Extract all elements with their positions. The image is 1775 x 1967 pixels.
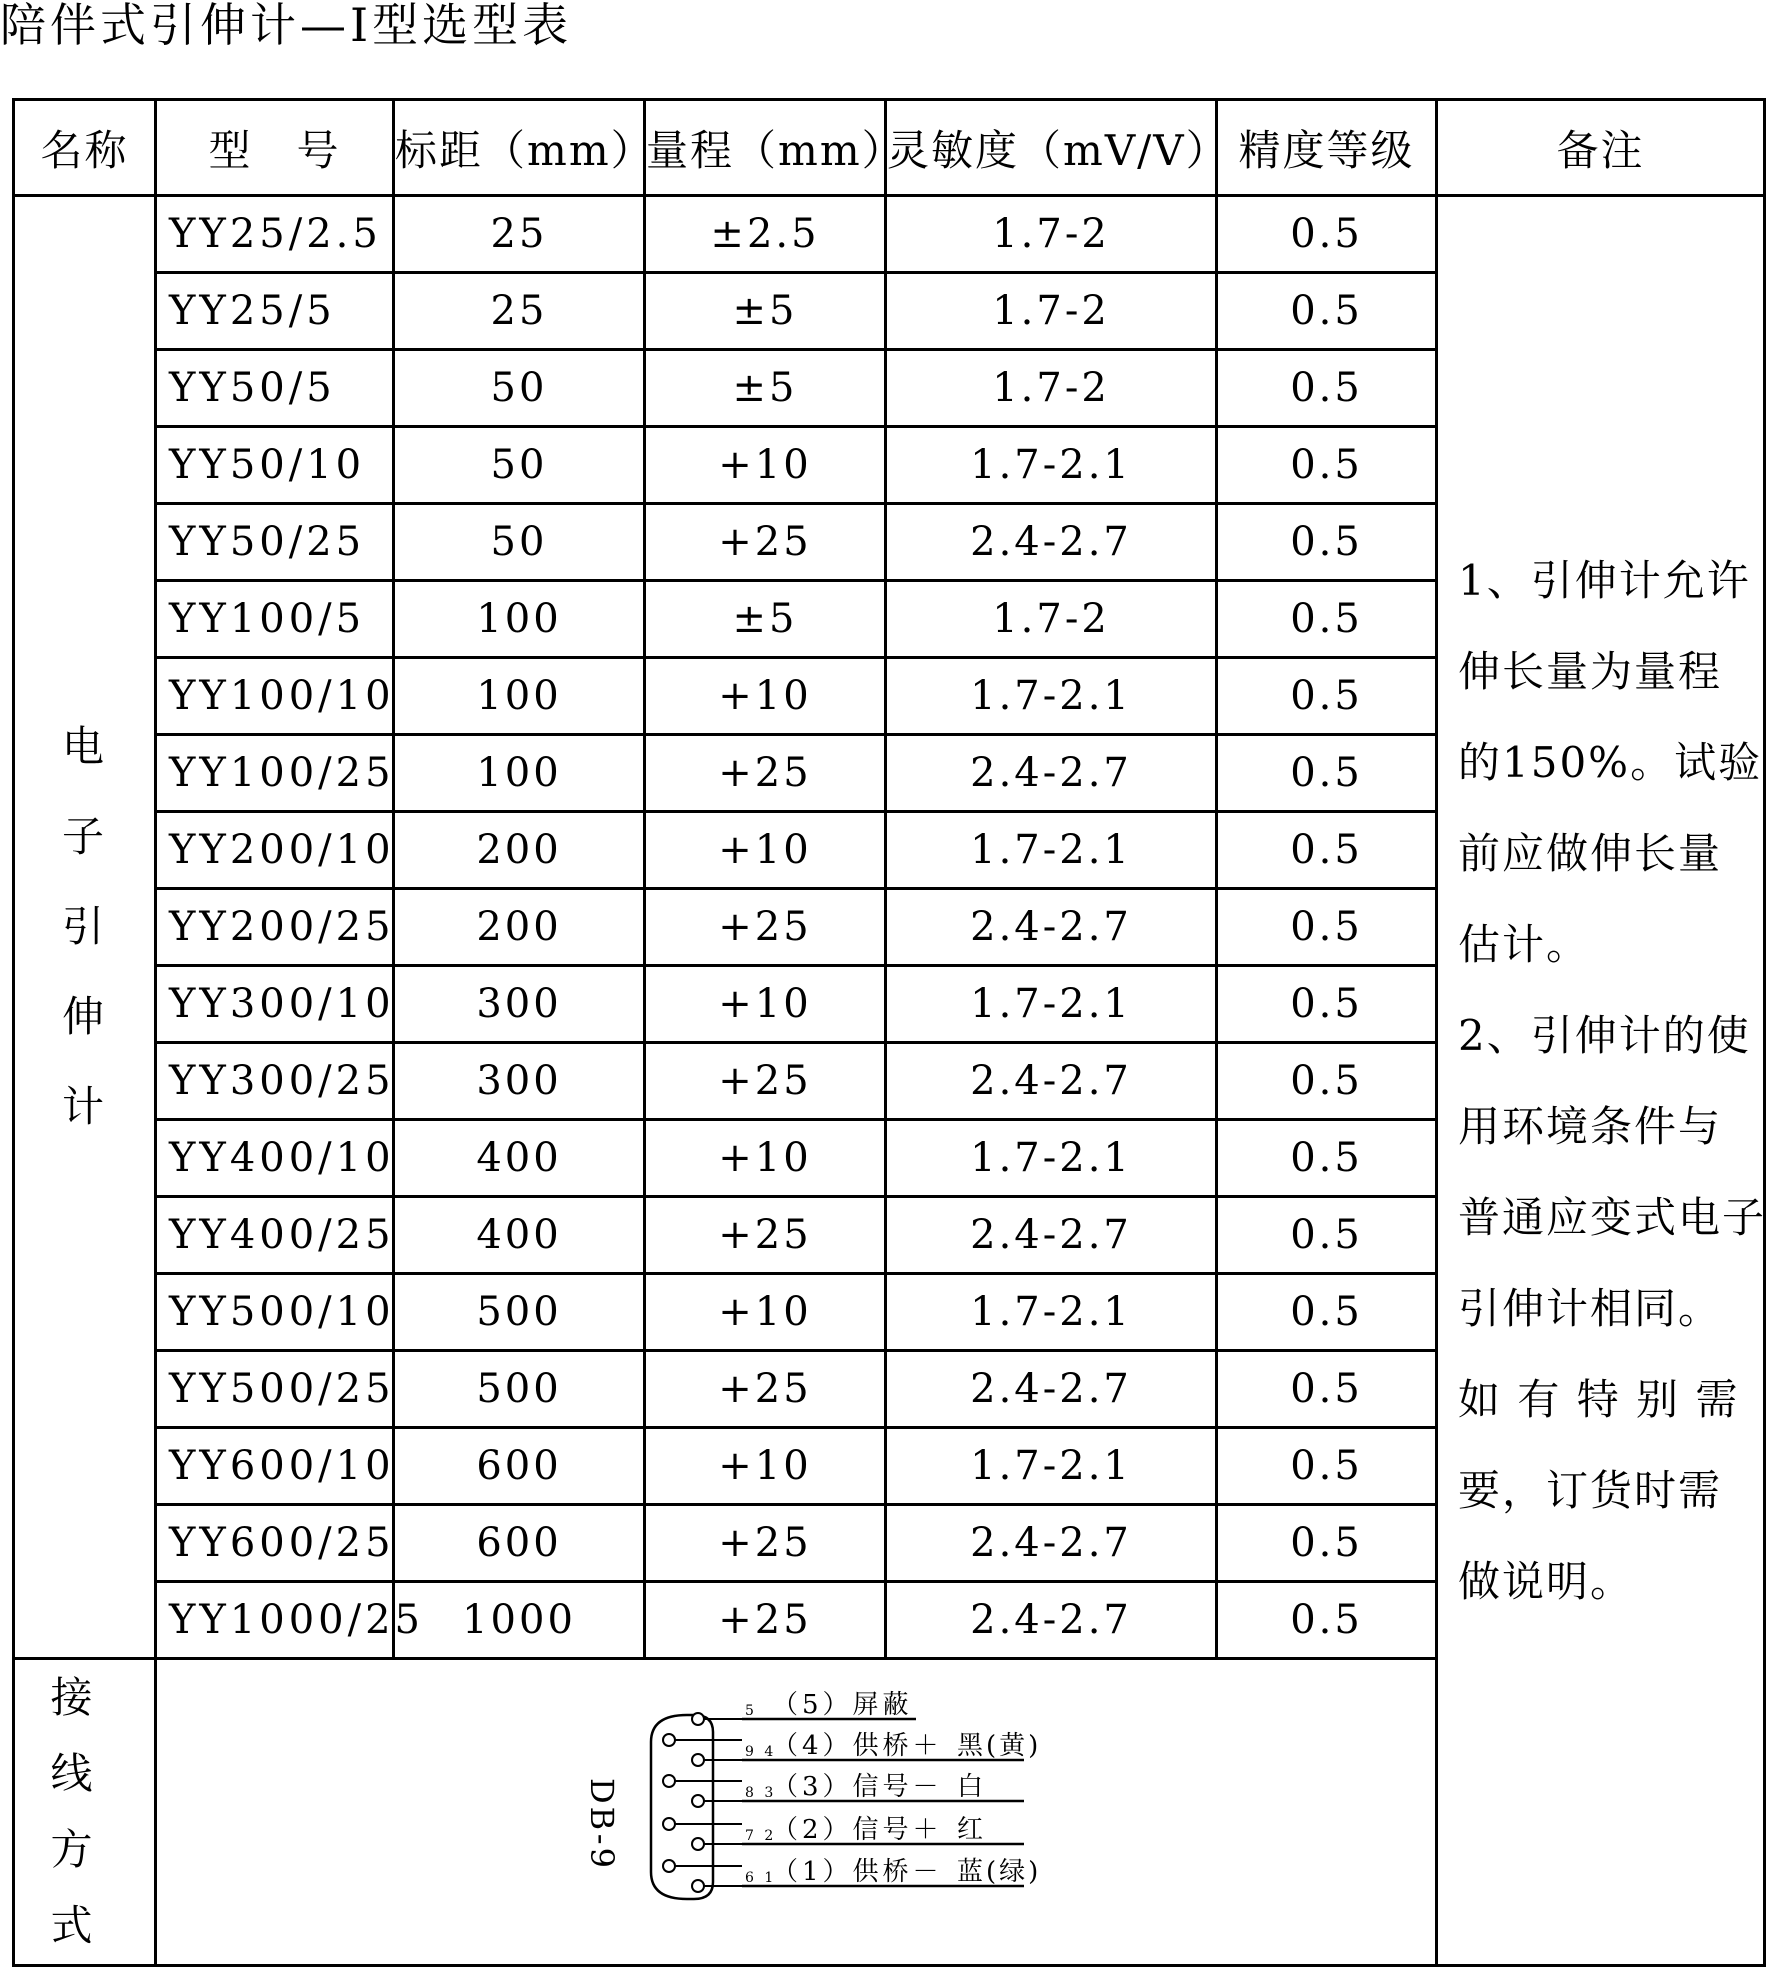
cell-gauge: 300 xyxy=(394,1043,645,1120)
remarks-line: 普通应变式电子 xyxy=(1458,1192,1767,1242)
remarks-line: 2、引伸计的使 xyxy=(1458,1010,1751,1060)
cell-model: YY600/25 xyxy=(156,1505,394,1582)
remarks-line: 要，订货时需 xyxy=(1458,1465,1723,1515)
cell-range: ±2.5 xyxy=(645,196,886,273)
cell-model: YY300/25 xyxy=(156,1043,394,1120)
header-gauge: 标距（mm） xyxy=(394,100,645,196)
cell-model: YY1000/25 xyxy=(156,1582,394,1659)
cell-gauge: 25 xyxy=(394,196,645,273)
remarks-line: 1、引伸计允许 xyxy=(1458,555,1751,605)
pin-number: 9 4 xyxy=(745,1744,777,1760)
header-range: 量程（mm） xyxy=(645,100,886,196)
cell-sensitivity: 2.4-2.7 xyxy=(886,1197,1217,1274)
cell-range: +25 xyxy=(645,504,886,581)
cell-range: +25 xyxy=(645,889,886,966)
cell-gauge: 1000 xyxy=(394,1582,645,1659)
cell-sensitivity: 2.4-2.7 xyxy=(886,1043,1217,1120)
cell-range: ±5 xyxy=(645,350,886,427)
wire-color-label: 红 xyxy=(957,1815,987,1845)
product-name xyxy=(55,702,115,1152)
cell-sensitivity: 1.7-2 xyxy=(886,581,1217,658)
cell-model: YY200/10 xyxy=(156,812,394,889)
cell-sensitivity: 1.7-2.1 xyxy=(886,812,1217,889)
cell-model: YY50/25 xyxy=(156,504,394,581)
cell-model: YY25/5 xyxy=(156,273,394,350)
cell-sensitivity: 1.7-2.1 xyxy=(886,658,1217,735)
cell-sensitivity: 1.7-2.1 xyxy=(886,1428,1217,1505)
cell-range: +10 xyxy=(645,658,886,735)
cell-accuracy: 0.5 xyxy=(1217,889,1437,966)
cell-sensitivity: 2.4-2.7 xyxy=(886,735,1217,812)
cell-model: YY50/10 xyxy=(156,427,394,504)
cell-range: +25 xyxy=(645,1043,886,1120)
pin-circle xyxy=(692,1713,704,1725)
cell-accuracy: 0.5 xyxy=(1217,1120,1437,1197)
table-row xyxy=(14,196,1765,273)
cell-sensitivity: 1.7-2 xyxy=(886,350,1217,427)
cell-accuracy: 0.5 xyxy=(1217,273,1437,350)
cell-sensitivity: 2.4-2.7 xyxy=(886,504,1217,581)
cell-model: YY100/25 xyxy=(156,735,394,812)
pin-number: 5 xyxy=(745,1703,757,1719)
cell-model: YY50/5 xyxy=(156,350,394,427)
remarks-line: 引伸计相同。 xyxy=(1458,1283,1723,1333)
header-sensitivity: 灵敏度（mV/V） xyxy=(886,100,1217,196)
pin-signal-label: （5）屏蔽 xyxy=(772,1690,913,1720)
product-name-cell xyxy=(14,196,156,1659)
cell-sensitivity: 1.7-2 xyxy=(886,273,1217,350)
table-header-row xyxy=(14,100,1765,196)
cell-model: YY400/25 xyxy=(156,1197,394,1274)
remarks-line: 用环境条件与 xyxy=(1458,1101,1723,1151)
cell-gauge: 100 xyxy=(394,735,645,812)
pin-circle xyxy=(663,1860,675,1872)
remarks-line: 做说明。 xyxy=(1458,1556,1635,1606)
wiring-diagram-cell xyxy=(156,1659,1437,1966)
remarks-line: 伸长量为量程 xyxy=(1458,646,1723,696)
wiring-label xyxy=(30,1660,140,1964)
pin-circle xyxy=(663,1818,675,1830)
pin-signal-label: （3）信号－ xyxy=(772,1772,943,1802)
cell-model: YY100/10 xyxy=(156,658,394,735)
remarks-line: 前应做伸长量 xyxy=(1458,828,1723,878)
cell-gauge: 50 xyxy=(394,427,645,504)
cell-sensitivity: 2.4-2.7 xyxy=(886,1505,1217,1582)
cell-accuracy: 0.5 xyxy=(1217,1351,1437,1428)
remarks-line: 如 有 特 别 需 xyxy=(1458,1374,1740,1424)
cell-range: +10 xyxy=(645,966,886,1043)
cell-accuracy: 0.5 xyxy=(1217,350,1437,427)
pin-number: 7 2 xyxy=(745,1828,777,1844)
cell-model: YY400/10 xyxy=(156,1120,394,1197)
cell-model: YY25/2.5 xyxy=(156,196,394,273)
cell-sensitivity: 1.7-2.1 xyxy=(886,966,1217,1043)
cell-model: YY200/25 xyxy=(156,889,394,966)
cell-range: +10 xyxy=(645,1428,886,1505)
wiring-label-line: 方式 xyxy=(50,1825,119,1950)
cell-gauge: 100 xyxy=(394,658,645,735)
cell-gauge: 500 xyxy=(394,1351,645,1428)
wiring-label-line: 接线 xyxy=(50,1673,119,1798)
header-model: 型 号 xyxy=(156,100,394,196)
cell-range: +10 xyxy=(645,427,886,504)
pin-signal-label: （2）信号＋ xyxy=(772,1815,943,1845)
cell-sensitivity: 2.4-2.7 xyxy=(886,1582,1217,1659)
cell-accuracy: 0.5 xyxy=(1217,581,1437,658)
cell-gauge: 200 xyxy=(394,889,645,966)
db9-wiring-diagram xyxy=(157,1660,1438,1940)
pin-circle xyxy=(692,1754,704,1766)
product-name-char: 伸 xyxy=(61,992,107,1041)
cell-gauge: 50 xyxy=(394,504,645,581)
pin-signal-label: （1）供桥－ xyxy=(772,1857,943,1887)
cell-sensitivity: 1.7-2 xyxy=(886,196,1217,273)
cell-gauge: 500 xyxy=(394,1274,645,1351)
cell-accuracy: 0.5 xyxy=(1217,1428,1437,1505)
cell-model: YY500/25 xyxy=(156,1351,394,1428)
cell-accuracy: 0.5 xyxy=(1217,658,1437,735)
product-name-char: 子 xyxy=(61,812,107,861)
cell-gauge: 400 xyxy=(394,1120,645,1197)
cell-sensitivity: 2.4-2.7 xyxy=(886,889,1217,966)
cell-range: +10 xyxy=(645,1120,886,1197)
cell-range: +10 xyxy=(645,1274,886,1351)
selection-table xyxy=(12,98,1766,1967)
wiring-label-cell xyxy=(14,1659,156,1966)
header-remarks: 备注 xyxy=(1437,100,1765,196)
cell-accuracy: 0.5 xyxy=(1217,812,1437,889)
cell-gauge: 25 xyxy=(394,273,645,350)
cell-gauge: 600 xyxy=(394,1428,645,1505)
cell-accuracy: 0.5 xyxy=(1217,1582,1437,1659)
cell-gauge: 200 xyxy=(394,812,645,889)
product-name-char: 计 xyxy=(61,1082,107,1131)
wire-color-label: 蓝(绿) xyxy=(957,1857,1042,1887)
cell-accuracy: 0.5 xyxy=(1217,966,1437,1043)
cell-accuracy: 0.5 xyxy=(1217,1505,1437,1582)
pin-signal-label: （4）供桥＋ xyxy=(772,1731,943,1761)
cell-range: +25 xyxy=(645,1197,886,1274)
cell-gauge: 300 xyxy=(394,966,645,1043)
cell-sensitivity: 2.4-2.7 xyxy=(886,1351,1217,1428)
pin-number: 6 1 xyxy=(745,1870,777,1886)
cell-accuracy: 0.5 xyxy=(1217,1274,1437,1351)
cell-accuracy: 0.5 xyxy=(1217,1043,1437,1120)
cell-range: +25 xyxy=(645,1505,886,1582)
cell-gauge: 600 xyxy=(394,1505,645,1582)
header-accuracy: 精度等级 xyxy=(1217,100,1437,196)
remarks-cell xyxy=(1437,196,1765,1966)
cell-accuracy: 0.5 xyxy=(1217,1197,1437,1274)
cell-accuracy: 0.5 xyxy=(1217,427,1437,504)
page-title: 陪伴式引伸计—I型选型表 xyxy=(0,0,573,52)
cell-range: +25 xyxy=(645,1351,886,1428)
pin-circle xyxy=(663,1734,675,1746)
cell-accuracy: 0.5 xyxy=(1217,196,1437,273)
product-name-char: 电 xyxy=(61,722,107,771)
pin-circle xyxy=(692,1838,704,1850)
cell-model: YY100/5 xyxy=(156,581,394,658)
header-name: 名称 xyxy=(14,100,156,196)
cell-gauge: 100 xyxy=(394,581,645,658)
cell-sensitivity: 1.7-2.1 xyxy=(886,427,1217,504)
cell-accuracy: 0.5 xyxy=(1217,735,1437,812)
cell-range: +25 xyxy=(645,735,886,812)
cell-model: YY500/10 xyxy=(156,1274,394,1351)
cell-accuracy: 0.5 xyxy=(1217,504,1437,581)
pin-circle xyxy=(692,1795,704,1807)
pin-circle xyxy=(692,1880,704,1892)
cell-gauge: 400 xyxy=(394,1197,645,1274)
cell-sensitivity: 1.7-2.1 xyxy=(886,1120,1217,1197)
cell-sensitivity: 1.7-2.1 xyxy=(886,1274,1217,1351)
wire-color-label: 黑(黄) xyxy=(957,1731,1042,1761)
remarks-line: 的150%。试验 xyxy=(1458,737,1763,787)
cell-range: +25 xyxy=(645,1582,886,1659)
connector-shell xyxy=(651,1715,713,1899)
cell-range: ±5 xyxy=(645,273,886,350)
cell-model: YY600/10 xyxy=(156,1428,394,1505)
pin-number: 8 3 xyxy=(745,1785,777,1801)
remarks-line: 估计。 xyxy=(1458,919,1591,969)
cell-model: YY300/10 xyxy=(156,966,394,1043)
wire-color-label: 白 xyxy=(957,1772,987,1802)
product-name-char: 引 xyxy=(61,902,107,951)
cell-range: +10 xyxy=(645,812,886,889)
pin-circle xyxy=(663,1775,675,1787)
cell-range: ±5 xyxy=(645,581,886,658)
cell-gauge: 50 xyxy=(394,350,645,427)
connector-label: DB-9 xyxy=(583,1778,621,1871)
